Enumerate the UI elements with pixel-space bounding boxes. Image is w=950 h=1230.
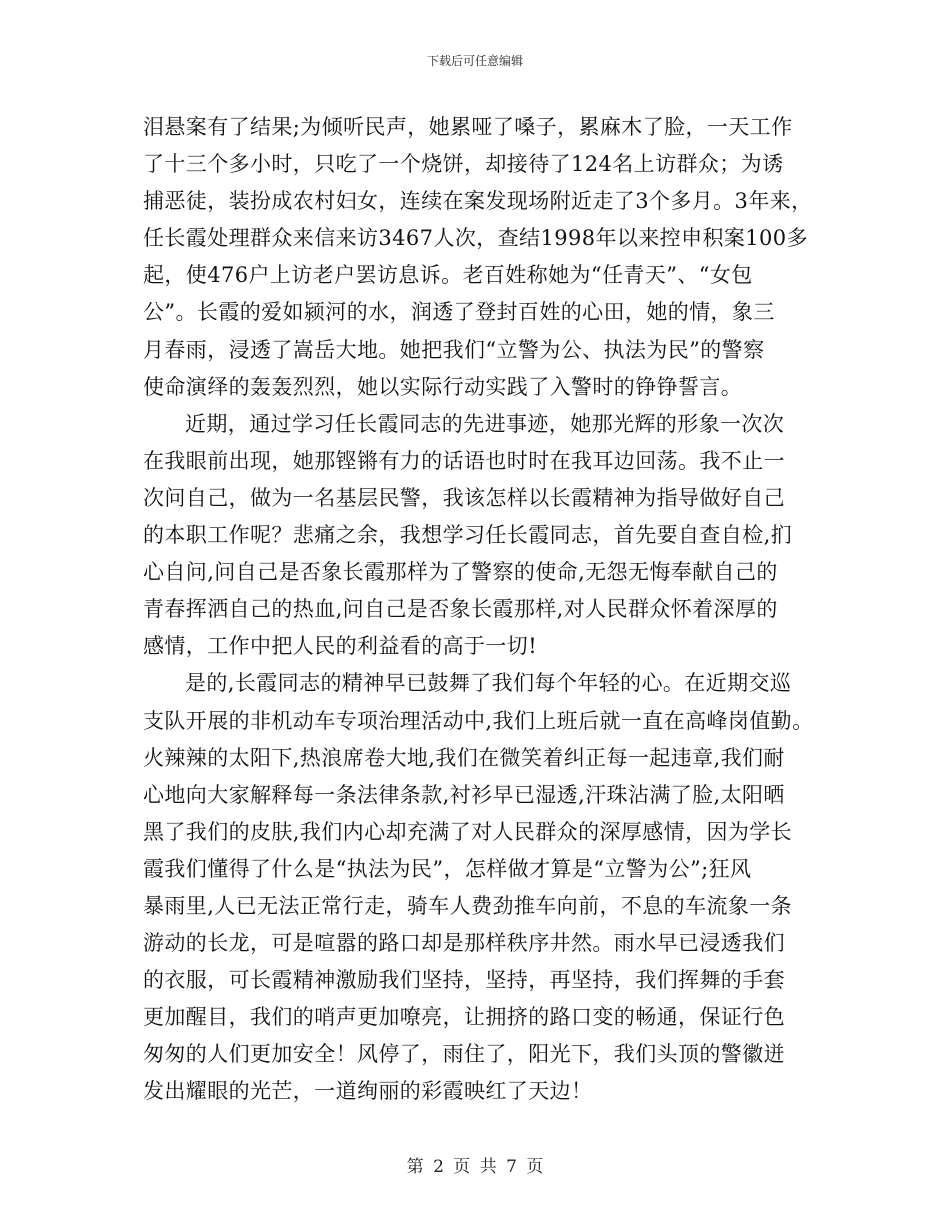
text-line: 在我眼前出现，她那铿锵有力的话语也时时在我耳边回荡。我不止一 <box>143 448 785 473</box>
text-line: 的本职工作呢？悲痛之余，我想学习任长霞同志，首先要自查自检,扪 <box>143 523 793 548</box>
text-line: 火辣辣的太阳下,热浪席卷大地,我们在微笑着纠正每一起违章,我们耐 <box>143 745 785 770</box>
text-line: 心地向大家解释每一条法律条款,衬衫早已湿透,汗珠沾满了脸,太阳晒 <box>143 782 785 807</box>
text-line: 是的,长霞同志的精神早已鼓舞了我们每个年轻的心。在近期交巡 <box>185 671 792 696</box>
document-body <box>143 109 815 1111</box>
text-line: 了十三个多小时，只吃了一个烧饼，却接待了124名上访群众；为诱 <box>143 152 784 177</box>
text-line: 青春挥洒自己的热血,问自己是否象长霞那样,对人民群众怀着深厚的 <box>143 597 778 622</box>
text-line: 暴雨里,人已无法正常行走，骑车人费劲推车向前，不息的车流象一条 <box>143 893 793 918</box>
text-line: 心自问,问自己是否象长霞那样为了警察的使命,无怨无悔奉献自己的 <box>143 560 778 585</box>
text-line: 次问自己，做为一名基层民警，我该怎样以长霞精神为指导做好自己 <box>143 485 785 510</box>
text-line: 的衣服，可长霞精神激励我们坚持，坚持，再坚持，我们挥舞的手套 <box>143 968 785 993</box>
text-line: 近期，通过学习任长霞同志的先进事迹，她那光辉的形象一次次 <box>185 411 785 436</box>
paragraph <box>143 665 815 1110</box>
paragraph <box>143 109 815 406</box>
text-line: 游动的长龙，可是喧嚣的路口却是那样秩序井然。雨水早已浸透我们 <box>143 931 785 956</box>
text-line: 支队开展的非机动车专项治理活动中,我们上班后就一直在高峰岗值勤。 <box>143 708 814 733</box>
text-line: 任长霞处理群众来信来访3467人次，查结1998年以来控申积案100多 <box>143 226 808 251</box>
text-line: 匆匆的人们更加安全！风停了，雨住了，阳光下，我们头顶的警徽迸 <box>143 1042 785 1067</box>
text-line: 更加醒目，我们的哨声更加嘹亮，让拥挤的路口变的畅通，保证行色 <box>143 1005 785 1030</box>
text-line: 发出耀眼的光芒，一道绚丽的彩霞映红了天边！ <box>143 1079 593 1104</box>
text-line: 使命演绎的轰轰烈烈，她以实际行动实践了入警时的铮铮誓言。 <box>143 374 743 399</box>
page-number: 第 2 页 共 7 页 <box>406 1157 544 1177</box>
text-line: 月春雨，浸透了嵩岳大地。她把我们“立警为公、执法为民”的警察 <box>143 337 765 362</box>
text-line: 霞我们懂得了什么是“执法为民”，怎样做才算是“立警为公”;狂风 <box>143 856 752 881</box>
text-line: 公”。长霞的爱如颍河的水，润透了登封百姓的心田，她的情，象三 <box>143 300 775 325</box>
text-line: 泪悬案有了结果;为倾听民声，她累哑了嗓子，累麻木了脸，一天工作 <box>143 115 793 139</box>
text-line: 捕恶徒，装扮成农村妇女，连续在案发现场附近走了3个多月。3年来， <box>143 189 813 214</box>
page-header: 下载后可任意编辑 <box>426 54 523 68</box>
text-line: 起，使476户上访老户罢访息诉。老百姓称她为“任青天”、“女包 <box>143 263 753 288</box>
paragraph <box>143 406 815 666</box>
text-line: 黑了我们的皮肤,我们内心却充满了对人民群众的深厚感情，因为学长 <box>143 819 793 844</box>
text-line: 感情，工作中把人民的利益看的高于一切! <box>143 634 538 659</box>
